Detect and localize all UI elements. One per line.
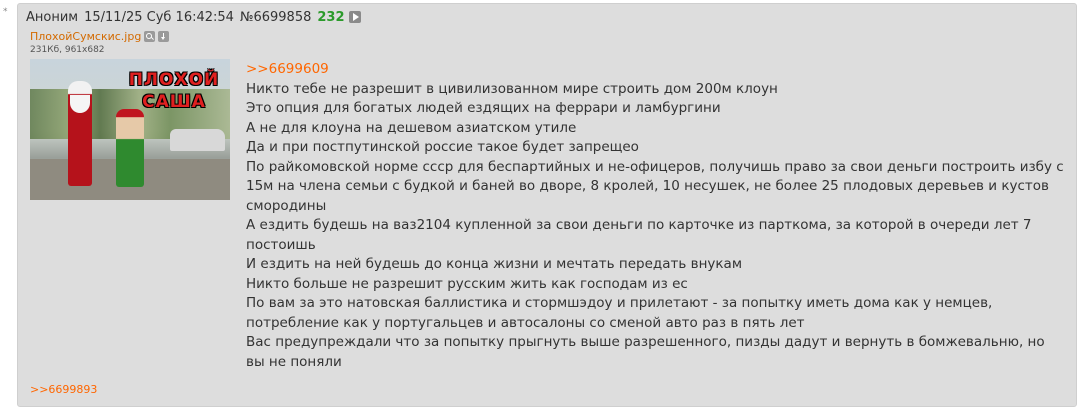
poster-name: Аноним <box>26 9 79 25</box>
overlay-line-2: САША <box>142 92 206 112</box>
message-line: Вас предупреждали что за попытку прыгнуть выше разрешенного, пизды дадут и вернуть в бомжевальню, но вы не поняли <box>246 334 1045 370</box>
collapse-marker[interactable]: * <box>3 7 8 17</box>
image-car <box>170 129 225 151</box>
overlay-line-1: ПЛОХОЙ <box>128 70 220 90</box>
image-overlay-text <box>124 69 224 113</box>
message-line: По райкомовской норме ссср для беспартийных и не-офицеров, получишь право за свои деньги построить избу с 15м на члена семьи с будкой и баней во дворе, 8 кролей, 10 несушек, не более 25 плодовых деревьев и кустов смородины <box>246 158 1064 214</box>
reply-backlink[interactable]: >>6699893 <box>30 383 98 396</box>
post-image-thumbnail[interactable] <box>30 59 230 200</box>
message-line: Да и при постпутинской россие такое будет запрещео <box>246 139 639 155</box>
message-line: И ездить на ней будешь до конца жизни и мечтать передать внукам <box>246 256 743 272</box>
reply-count: 232 <box>317 9 345 25</box>
reply-to-link[interactable]: >>6699609 <box>246 61 329 77</box>
post-message <box>246 60 1066 372</box>
message-line: По вам за это натовская баллистика и стормшэдоу и прилетают - за попытку иметь дома как у немцев, потребление как у португальцев и автосалоны со сменой авто раз в пять лет <box>246 295 993 331</box>
post-container <box>17 3 1077 407</box>
message-line: А ездить будешь на ваз2104 купленной за свои деньги по карточке из парткома, за которой в очереди лет 7 постоишь <box>246 217 1032 253</box>
file-info <box>30 30 169 43</box>
file-name-link[interactable]: ПлохойСумскис.jpg <box>30 30 142 43</box>
message-line: Никто больше не разрешит русским жить как господам из ес <box>246 275 688 292</box>
download-icon[interactable] <box>158 31 169 42</box>
message-line: А не для клоуна на дешевом азиатском утиле <box>246 119 577 136</box>
post-number-link[interactable]: №6699858 <box>239 9 312 25</box>
play-arrow-icon[interactable] <box>349 11 361 23</box>
search-icon[interactable] <box>144 31 155 42</box>
post-date: 15/11/25 Суб 16:42:54 <box>84 9 234 25</box>
message-line: Это опция для богатых людей ездящих на феррари и ламбургини <box>246 100 721 116</box>
image-elf-figure <box>116 109 144 187</box>
message-line: Никто тебе не разрешит в цивилизованном мире строить дом 200м клоун <box>246 80 778 97</box>
file-meta: 231Кб, 961x682 <box>30 45 105 55</box>
post-header <box>26 8 361 26</box>
